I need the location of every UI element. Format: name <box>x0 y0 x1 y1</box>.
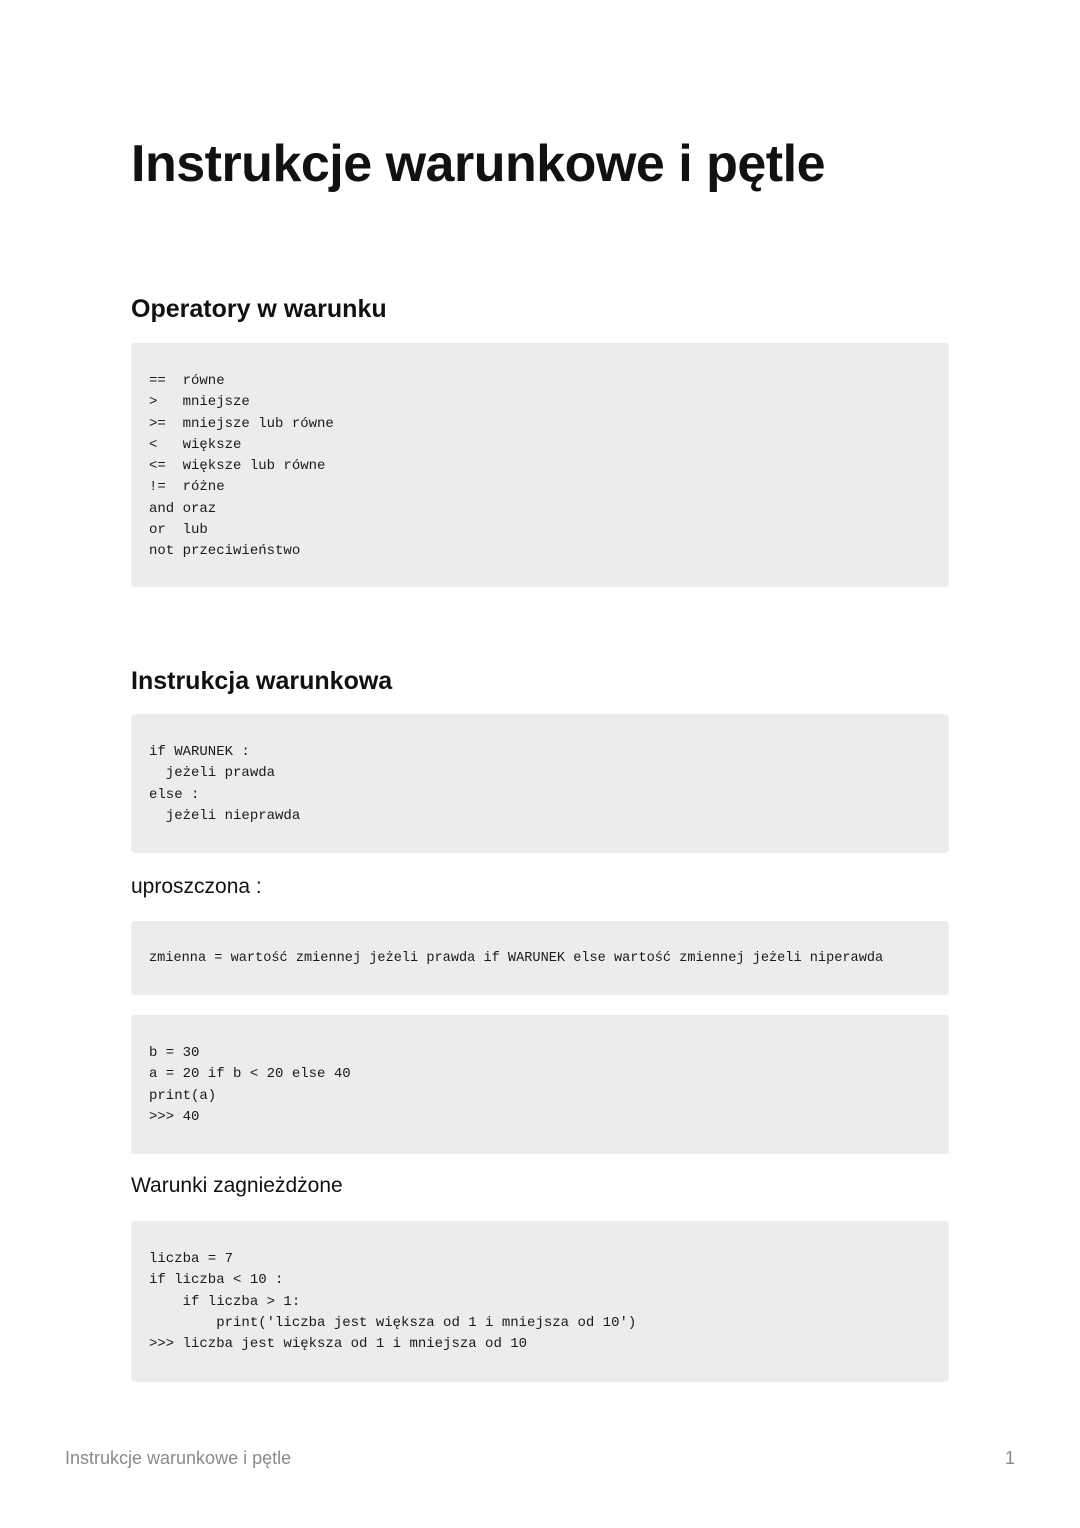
label-simplified: uproszczona : <box>131 875 262 898</box>
code-block-conditional <box>131 714 949 853</box>
code-block-operators <box>131 343 949 587</box>
page-title: Instrukcje warunkowe i pętle <box>131 135 825 193</box>
code-block-nested <box>131 1221 949 1382</box>
label-nested: Warunki zagnieżdżone <box>131 1174 343 1197</box>
code-operators: == równe > mniejsze >= mniejsze lub równe < większe <= większe lub równe != różne and oraz or lub not przeciwieństwo <box>149 373 334 560</box>
code-example: b = 30 a = 20 if b < 20 else 40 print(a) >>> 40 <box>149 1045 351 1125</box>
code-block-simplified <box>131 921 949 995</box>
section-heading-operators: Operatory w warunku <box>131 295 387 323</box>
footer-page-number: 1 <box>1004 1448 1015 1468</box>
code-conditional: if WARUNEK : jeżeli prawda else : jeżeli nieprawda <box>149 744 301 824</box>
code-nested: liczba = 7 if liczba < 10 : if liczba > 1: print('liczba jest większa od 1 i mniejsza od 10') >>> liczba jest większa od 1 i mniejsza od 10 <box>149 1251 637 1353</box>
footer-document-title: Instrukcje warunkowe i pętle <box>65 1448 292 1468</box>
code-simplified: zmienna = wartość zmiennej jeżeli prawda if WARUNEK else wartość zmiennej jeżeli niperawda <box>149 951 884 966</box>
section-heading-conditional: Instrukcja warunkowa <box>131 667 393 695</box>
code-block-example <box>131 1015 949 1154</box>
